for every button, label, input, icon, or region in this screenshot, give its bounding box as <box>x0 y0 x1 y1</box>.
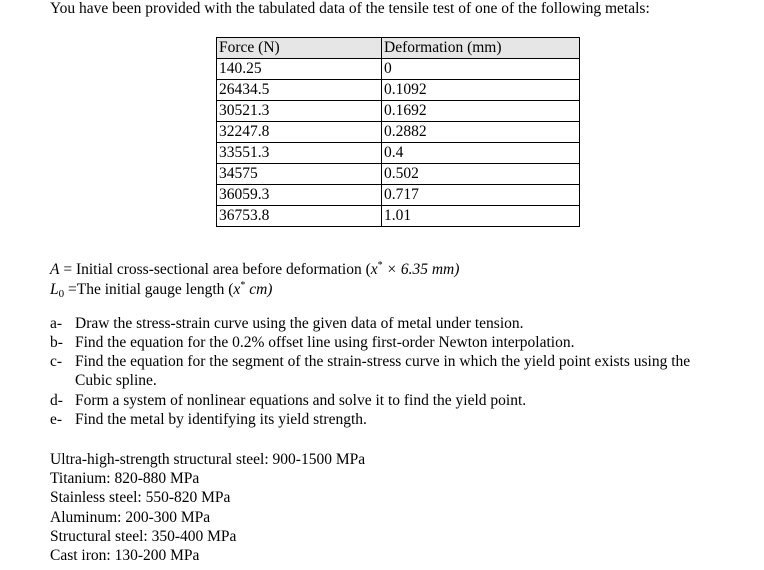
length-subscript: 0 <box>58 288 65 300</box>
table-row <box>217 164 580 185</box>
deformation-cell: 0.1092 <box>382 80 580 101</box>
question-text: Find the equation for the 0.2% offset line using first-order Newton interpolation. <box>75 334 575 351</box>
question-d <box>50 392 526 410</box>
deformation-cell: 0 <box>382 59 580 80</box>
length-text: =The initial gauge length ( <box>64 281 234 298</box>
tensile-data-table <box>216 37 580 227</box>
metal-entry: Cast iron: 130-200 MPa <box>50 547 200 564</box>
question-c-continuation: Cubic spline. <box>75 372 157 389</box>
metal-entry: Ultra-high-strength structural steel: 900-1500 MPa <box>50 451 366 468</box>
deformation-cell: 0.4 <box>382 143 580 164</box>
table-row <box>217 143 580 164</box>
area-tail: × 6.35 mm) <box>382 261 460 278</box>
header-force: Force (N) <box>217 38 382 59</box>
deformation-cell: 0.2882 <box>382 122 580 143</box>
question-text: Form a system of nonlinear equations and solve it to find the yield point. <box>75 392 527 409</box>
question-label: b- <box>50 334 63 351</box>
area-math-x: x <box>370 261 378 278</box>
length-definition <box>50 277 272 303</box>
question-label: e- <box>50 411 63 428</box>
force-cell: 33551.3 <box>217 143 382 164</box>
question-text: Find the equation for the segment of the strain-stress curve in which the yield point exists using the <box>75 353 691 370</box>
area-definition <box>50 257 459 279</box>
question-label: a- <box>50 315 63 332</box>
deformation-cell: 0.1692 <box>382 101 580 122</box>
deformation-cell: 0.502 <box>382 164 580 185</box>
question-label: c- <box>50 353 63 370</box>
area-text: = Initial cross-sectional area before deformation ( <box>59 261 371 278</box>
metal-entry: Titanium: 820-880 MPa <box>50 470 200 487</box>
force-cell: 30521.3 <box>217 101 382 122</box>
force-cell: 140.25 <box>217 59 382 80</box>
metal-entry: Stainless steel: 550-820 MPa <box>50 489 231 506</box>
question-b <box>50 334 574 352</box>
metal-entry: Aluminum: 200-300 MPa <box>50 509 211 526</box>
table-header-row <box>217 38 580 59</box>
length-tail: cm) <box>245 281 273 298</box>
question-text: Draw the stress-strain curve using the given data of metal under tension. <box>75 315 524 332</box>
deformation-cell: 1.01 <box>382 206 580 227</box>
area-symbol: A <box>50 261 60 278</box>
question-a <box>50 315 524 333</box>
length-star: * <box>240 280 246 291</box>
force-cell: 36059.3 <box>217 185 382 206</box>
table-row <box>217 101 580 122</box>
header-deformation: Deformation (mm) <box>382 38 580 59</box>
table-row <box>217 80 580 101</box>
table-row <box>217 206 580 227</box>
question-e <box>50 411 367 429</box>
length-symbol: L <box>50 281 59 298</box>
table-row <box>217 185 580 206</box>
question-label: d- <box>50 392 63 409</box>
table-row <box>217 122 580 143</box>
intro-paragraph: You have been provided with the tabulated data of the tensile test of one of the following metals: <box>50 0 650 17</box>
force-cell: 36753.8 <box>217 206 382 227</box>
question-text: Find the metal by identifying its yield strength. <box>75 411 367 428</box>
length-math-x: x <box>233 281 241 298</box>
force-cell: 34575 <box>217 164 382 185</box>
question-c <box>50 353 690 371</box>
table-row <box>217 59 580 80</box>
force-cell: 32247.8 <box>217 122 382 143</box>
area-star: * <box>377 260 383 271</box>
metal-entry: Structural steel: 350-400 MPa <box>50 528 237 545</box>
deformation-cell: 0.717 <box>382 185 580 206</box>
force-cell: 26434.5 <box>217 80 382 101</box>
